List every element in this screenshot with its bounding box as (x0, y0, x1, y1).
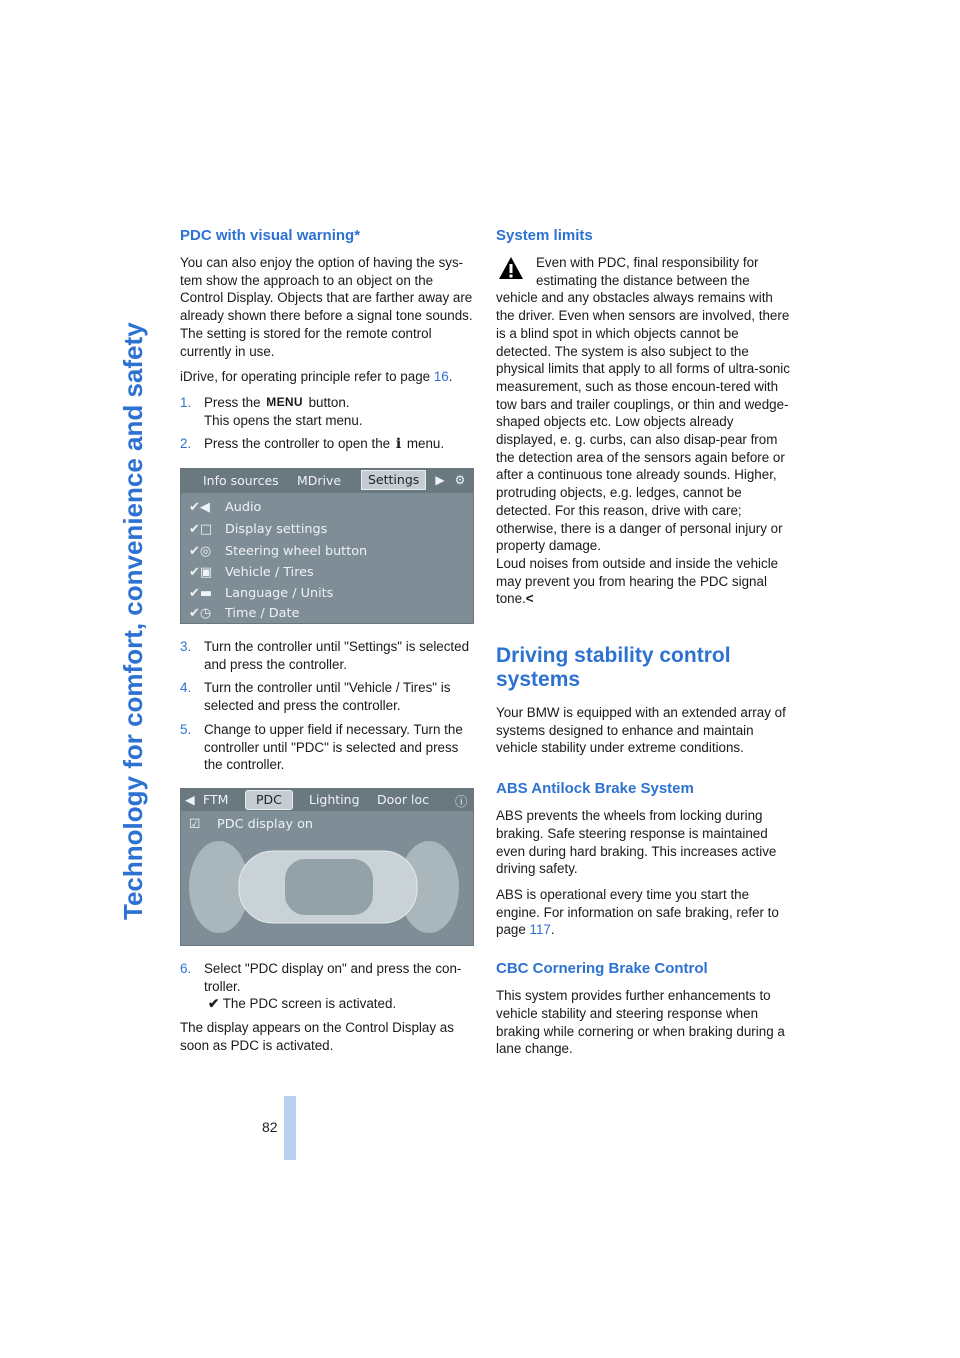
pdc-heading: PDC with visual warning* (180, 227, 361, 244)
checkbox-checked-icon: ☑ (189, 816, 201, 832)
warning-block (496, 254, 790, 608)
tab-settings: Settings (361, 470, 426, 490)
info-icon: i (395, 436, 402, 453)
step-4: 4. Turn the controller until "Vehicle / Tires" is selected and press the controller. (180, 680, 451, 714)
info-icon: ⓘ (455, 793, 468, 809)
menu-item-steering-wheel-button: ✔◎ Steering wheel button (189, 543, 368, 559)
step-1: 1. Press the MENU button. This opens the start menu. (180, 394, 363, 428)
tab-door-locks: Door loc (377, 791, 430, 807)
menu-item-vehicle-tires: ✔▣ Vehicle / Tires (189, 564, 314, 580)
arrow-right-icon: ▶ (435, 473, 445, 488)
cbc-text: This system provides further enhancements to vehicle stability and steering response when braking while cornering or when braking during a lane change. (496, 988, 785, 1057)
steering-wheel-icon: ✔◎ (189, 543, 212, 559)
dsc-heading: Driving stability control systems (496, 644, 731, 692)
tab-pdc: PDC (245, 790, 293, 810)
system-limits-text: Even with PDC, final responsibility for estimating the distance between the vehicle and any obstacles always remains with the driver. Even when sensors are involved, there is a blind spot in which objects cannot be detected. The system is also subject to the physical limits that apply to all forms of ultra-sonic measurement, such as those encoun-tered with tow bars and trailer couplings, or thin and wedge-shaped objects etc. Low objects already displayed, e. g. curbs, can also disap-pear from the detection area of the sensors again before or after a continuous tone already sounds. Higher, protruding objects, e.g. ledges, cannot be detected. For this reason, drive with care; otherwise, there is a danger of personal injury or property damage. (496, 255, 790, 554)
tab-ftm: FTM (203, 791, 229, 807)
menu-item-display-settings: ✔□ Display settings (189, 521, 328, 537)
clock-icon: ✔◷ (189, 605, 212, 621)
nav-left-icon (183, 471, 201, 489)
arrow-left-icon: ◀ (185, 791, 195, 807)
pdc-intro: You can also enjoy the option of having the sys-tem show the approach to an object on the Control Display. Objects that are farther away are already shown there before a signal tone sounds. The setting is stored for the remote control currently in use. (180, 255, 473, 359)
step-6: 6. Select "PDC display on" and press the con-troller. ✔ The PDC screen is activated. (180, 960, 462, 1012)
settings-gear-icon: ⚙ (454, 473, 466, 488)
pdc-screen-screenshot (180, 788, 474, 946)
car-roof (285, 859, 373, 915)
side-title (96, 230, 156, 920)
settings-menu-screenshot (180, 468, 474, 624)
system-limits-text-2: Loud noises from outside and inside the vehicle may prevent you from hearing the PDC signal tone.< (496, 555, 779, 607)
page-link-117[interactable]: 117 (529, 922, 551, 938)
left-column (180, 226, 476, 1062)
menu-item-audio: ✔◀ Audio (189, 499, 262, 515)
page-marker-bar (284, 1096, 296, 1160)
language-icon: ✔▬ (189, 585, 213, 601)
dsc-text: Your BMW is equipped with an extended array of systems designed to enhance and maintain vehicle stability under extreme conditions. (496, 705, 786, 756)
right-column (496, 226, 790, 1066)
tab-mdrive: MDrive (297, 473, 342, 489)
menu-item-language-units: ✔▬ Language / Units (189, 585, 334, 601)
check-mark-icon: ✔ (208, 996, 220, 1012)
car-icon: ✔▣ (189, 564, 213, 580)
step-2: 2. Press the controller to open the i menu. (180, 436, 445, 453)
system-limits-heading: System limits (496, 227, 593, 244)
warning-triangle-icon (498, 256, 524, 280)
abs-heading: ABS Antilock Brake System (496, 780, 694, 798)
side-title-text: Technology for comfort, convenience and safety (118, 322, 148, 920)
end-mark: < (525, 591, 534, 607)
tab-lighting: Lighting (309, 791, 360, 807)
pdc-display-on-option: ☑ PDC display on (189, 816, 314, 832)
cbc-heading: CBC Cornering Brake Control (496, 960, 708, 978)
tab-info-sources: Info sources (203, 473, 279, 489)
car-sensor-graphic (181, 829, 473, 943)
display-icon: ✔□ (189, 521, 213, 537)
menu-button-icon: MENU (266, 394, 303, 409)
page-link-16[interactable]: 16 (433, 369, 449, 385)
step-3: 3. Turn the controller until "Settings" is selected and press the controller. (180, 639, 470, 672)
page-number: 82 (262, 1119, 278, 1135)
abs-text-2: ABS is operational every time you start the engine. For information on safe braking, refer to page 117. (496, 886, 779, 938)
step-5: 5. Change to upper field if necessary. Turn the controller until "PDC" is selected and press the controller. (180, 721, 463, 773)
idrive-reference: iDrive, for operating principle refer to page 16. (180, 369, 453, 385)
closing-text: The display appears on the Control Display as soon as PDC is activated. (180, 1020, 454, 1053)
menu-item-time-date: ✔◷ Time / Date (189, 605, 300, 621)
audio-icon: ✔◀ (189, 499, 210, 515)
abs-text-1: ABS prevents the wheels from locking during braking. Safe steering response is maintained even during hard braking. This increases active driving safety. (496, 808, 777, 877)
